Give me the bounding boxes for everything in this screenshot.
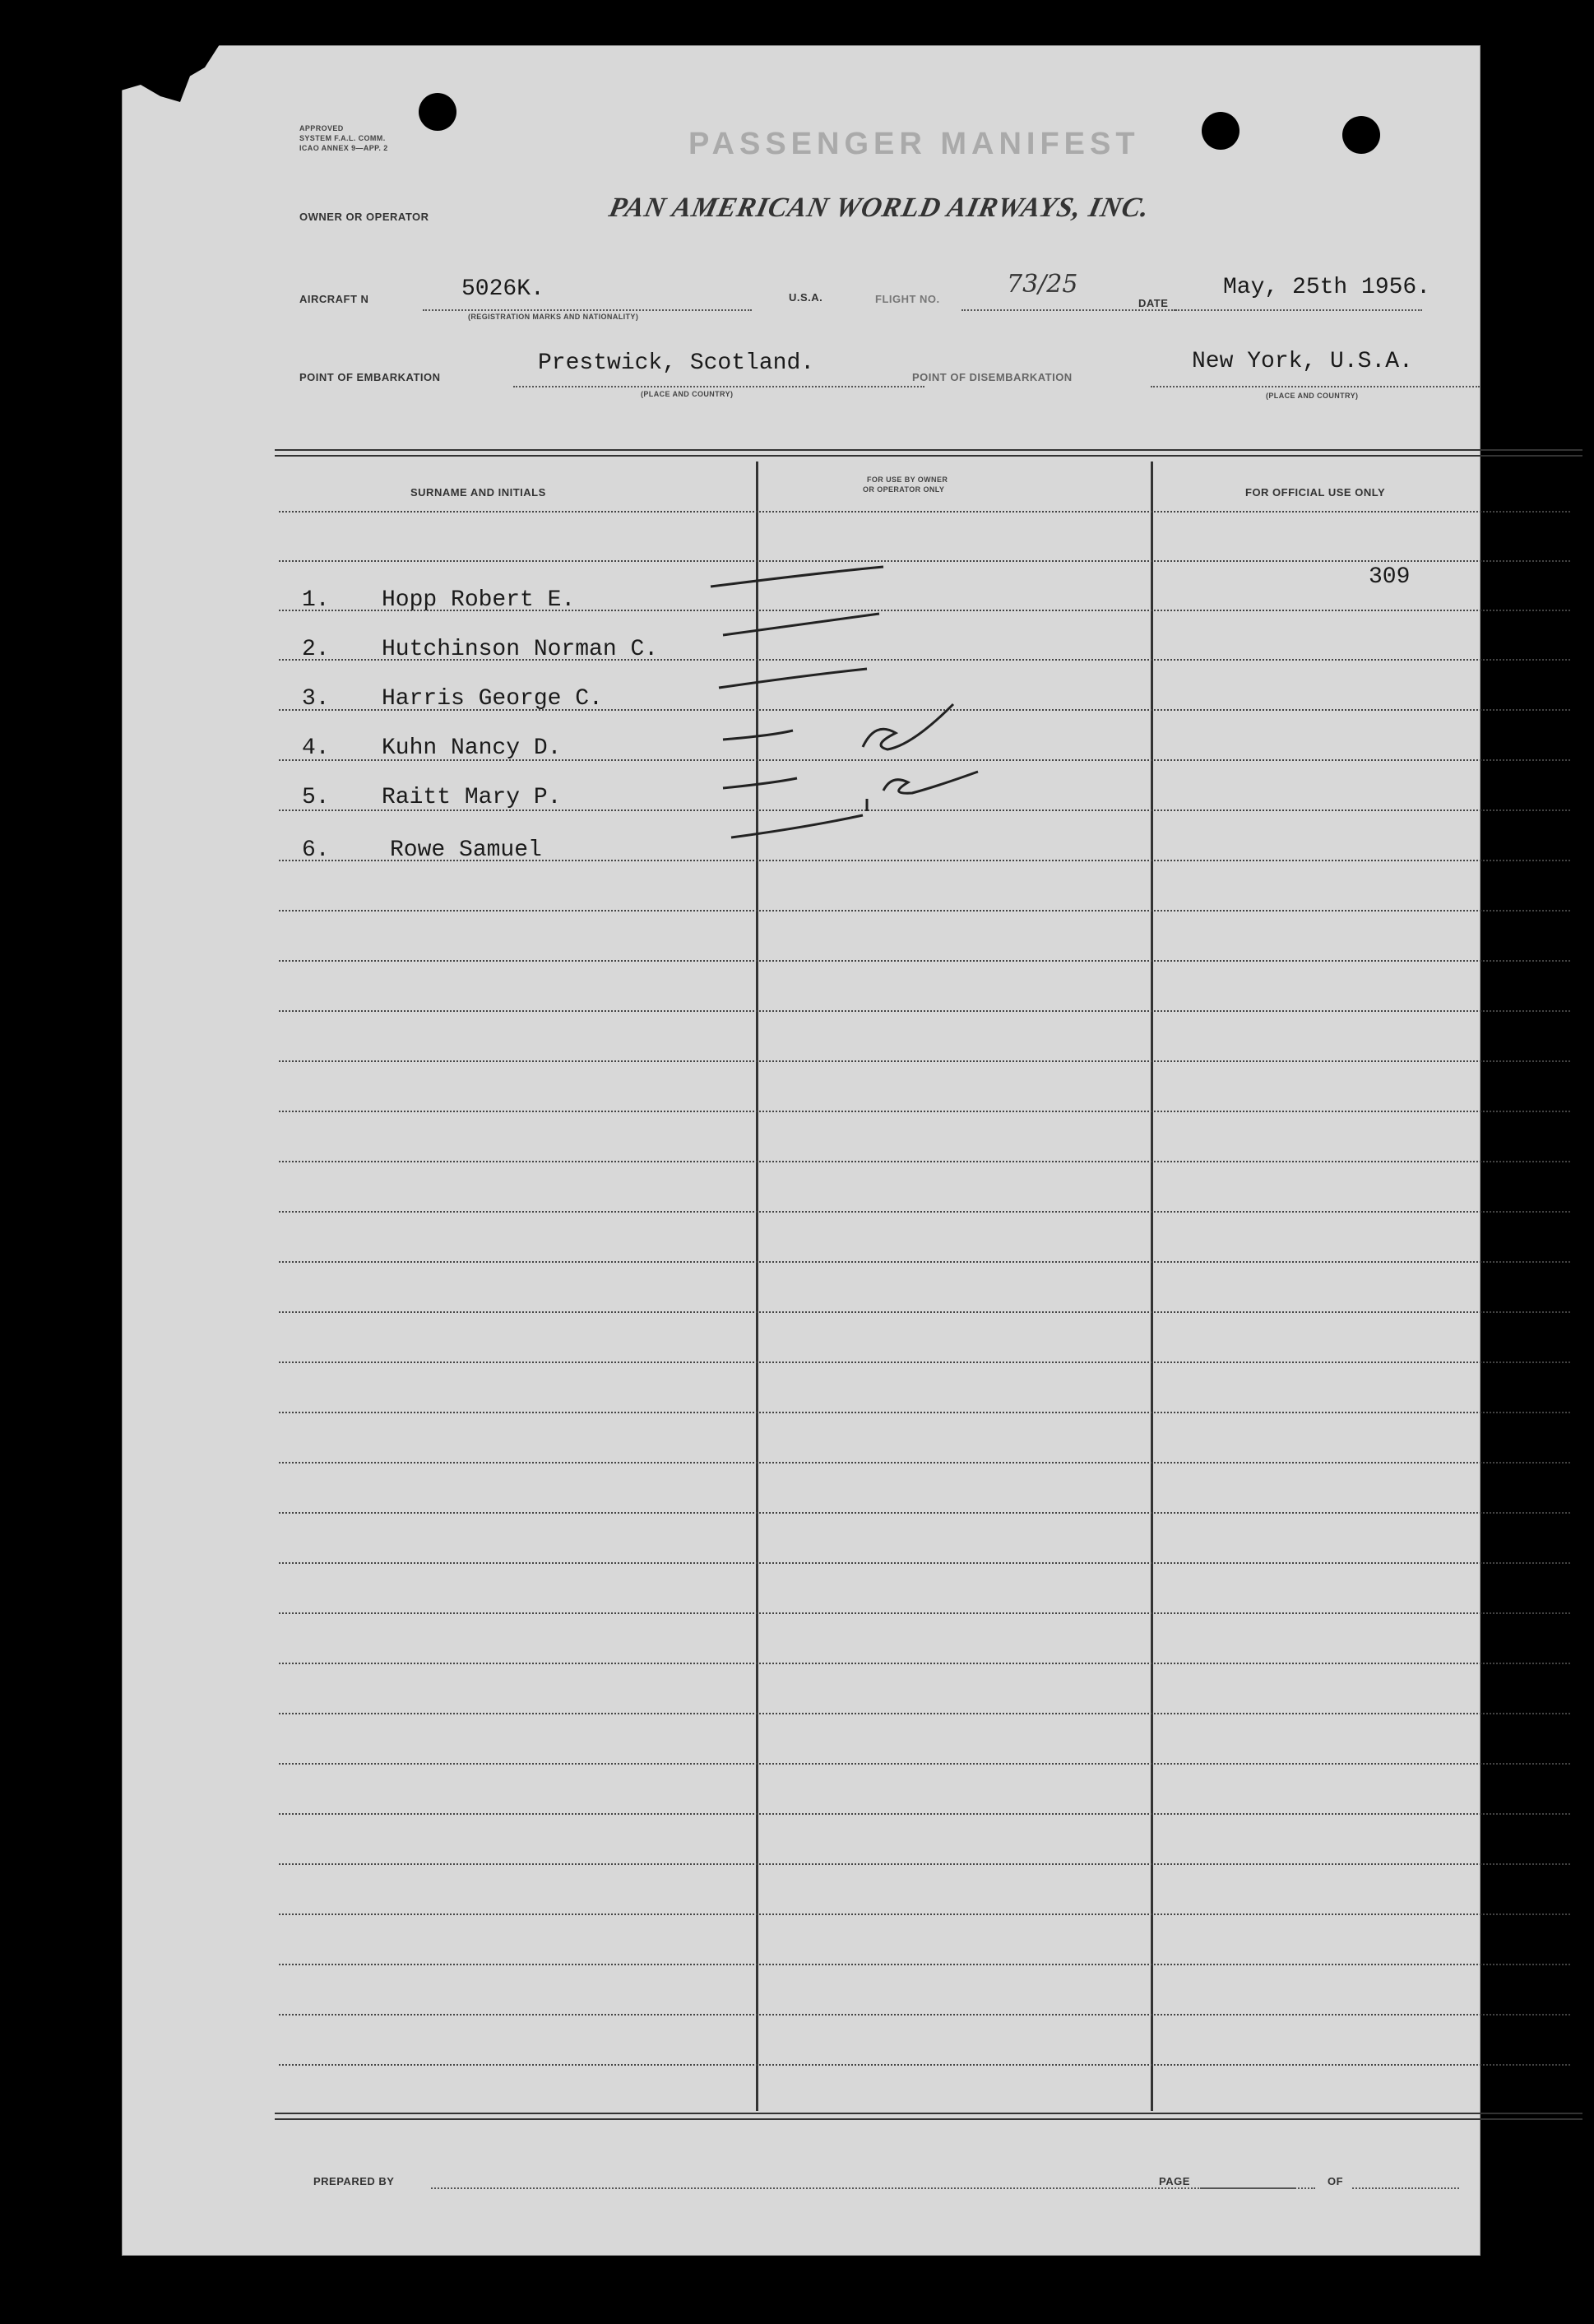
row-number: 5. bbox=[302, 785, 330, 810]
approval-line: ICAO ANNEX 9—APP. 2 bbox=[299, 144, 388, 152]
row-line bbox=[279, 1913, 1570, 1915]
handwritten-marks bbox=[123, 46, 1480, 951]
prepared-by-label: PREPARED BY bbox=[313, 2175, 395, 2187]
row-number: 2. bbox=[302, 637, 330, 662]
disembark-label: POINT OF DISEMBARKATION bbox=[912, 371, 1073, 383]
row-line bbox=[279, 1261, 1570, 1263]
row-line bbox=[279, 1311, 1570, 1313]
row-line bbox=[279, 1763, 1570, 1765]
usa-label: U.S.A. bbox=[789, 291, 823, 304]
row-number: 1. bbox=[302, 587, 330, 613]
row-line bbox=[279, 1813, 1570, 1815]
row-line bbox=[279, 2064, 1570, 2066]
aircraft-value: 5026K. bbox=[461, 276, 544, 302]
disembark-note: (PLACE AND COUNTRY) bbox=[1266, 392, 1359, 400]
passenger-name: Harris George C. bbox=[382, 686, 603, 712]
footer-rule bbox=[275, 2113, 1582, 2120]
row-line bbox=[279, 1211, 1570, 1213]
embark-value: Prestwick, Scotland. bbox=[538, 350, 815, 376]
aircraft-note: (REGISTRATION MARKS AND NATIONALITY) bbox=[468, 313, 639, 321]
owner-value: PAN AMERICAN WORLD AIRWAYS, INC. bbox=[606, 193, 1153, 223]
embark-note: (PLACE AND COUNTRY) bbox=[641, 390, 734, 398]
owner-label: OWNER OR OPERATOR bbox=[299, 211, 429, 223]
row-line bbox=[279, 1412, 1570, 1413]
official-number: 309 bbox=[1369, 564, 1411, 590]
row-number: 3. bbox=[302, 686, 330, 712]
disembark-value: New York, U.S.A. bbox=[1192, 349, 1413, 374]
passenger-name: Raitt Mary P. bbox=[382, 785, 562, 810]
manifest-page bbox=[122, 45, 1480, 2256]
row-line bbox=[279, 1964, 1570, 1965]
approval-line: APPROVED bbox=[299, 124, 344, 132]
row-line bbox=[279, 1562, 1570, 1564]
row-line bbox=[279, 2014, 1570, 2016]
aircraft-label: AIRCRAFT N bbox=[299, 293, 369, 305]
row-line bbox=[279, 1361, 1570, 1363]
row-line bbox=[279, 1161, 1570, 1162]
row-number: 6. bbox=[302, 837, 330, 863]
date-label: DATE bbox=[1138, 297, 1169, 309]
passenger-name: Rowe Samuel bbox=[390, 837, 542, 863]
row-line bbox=[279, 1060, 1570, 1062]
row-line bbox=[279, 1462, 1570, 1464]
passenger-name: Hopp Robert E. bbox=[382, 587, 576, 613]
date-value: May, 25th 1956. bbox=[1223, 275, 1431, 300]
flight-label: FLIGHT NO. bbox=[875, 293, 940, 305]
of-label: OF bbox=[1328, 2175, 1344, 2187]
row-number: 4. bbox=[302, 735, 330, 761]
approval-line: SYSTEM F.A.L. COMM. bbox=[299, 134, 386, 142]
flight-value: 73/25 bbox=[1007, 270, 1078, 299]
row-line bbox=[279, 1612, 1570, 1614]
row-line bbox=[279, 1010, 1570, 1012]
col-header-names: SURNAME AND INITIALS bbox=[410, 486, 546, 499]
row-line bbox=[279, 1863, 1570, 1865]
row-line bbox=[279, 1713, 1570, 1714]
row-line bbox=[279, 960, 1570, 962]
embark-label: POINT OF EMBARKATION bbox=[299, 371, 441, 383]
col-header-official: FOR OFFICIAL USE ONLY bbox=[1245, 486, 1386, 499]
passenger-name: Hutchinson Norman C. bbox=[382, 637, 659, 662]
col-header-owner-use: OR OPERATOR ONLY bbox=[863, 485, 945, 494]
row-line bbox=[279, 1663, 1570, 1664]
row-line bbox=[279, 1111, 1570, 1112]
col-header-owner-use: FOR USE BY OWNER bbox=[867, 475, 948, 484]
passenger-name: Kuhn Nancy D. bbox=[382, 735, 562, 761]
row-line bbox=[279, 1512, 1570, 1514]
page-title: PASSENGER MANIFEST bbox=[688, 127, 1140, 161]
page-label: PAGE bbox=[1159, 2175, 1190, 2187]
